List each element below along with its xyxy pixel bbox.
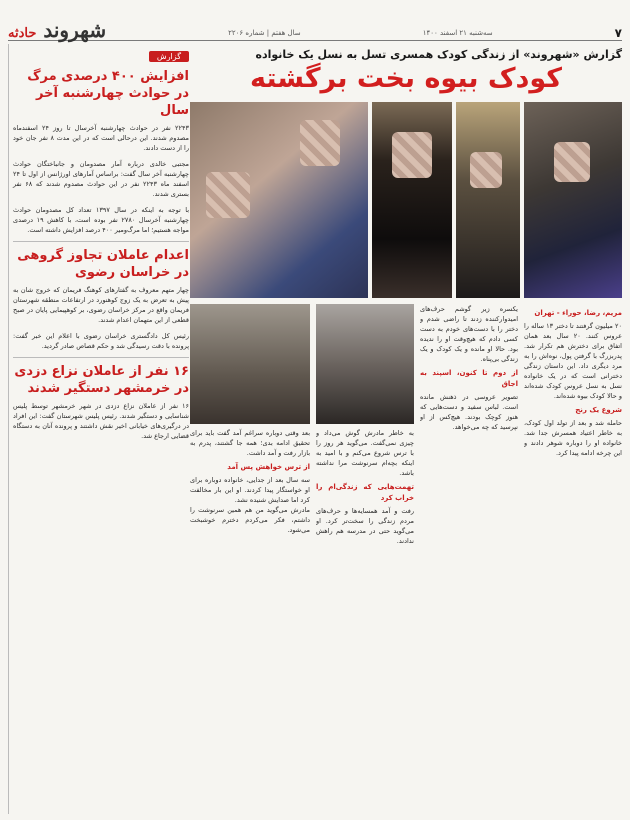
col1-sub-2: شروع یک رنج <box>575 406 622 415</box>
col3-sub-1: تهمت‌هایی که زندگی‌ام را خراب کرد <box>316 483 414 503</box>
photo-child-crib <box>316 304 414 424</box>
sidebar-text-2: مجتبی خالدی درباره آمار مصدومان و جانباختگان حوادث چهارشنبه آخر سال گفت: براساس آمارهای اورژانس از اول تا ۲۴ اسفند ماه ۲۲۴۳ نفر در این حوادث مصدوم شدند که ۶۸ نفر بستری شدند. <box>13 159 189 199</box>
issue-line: سال هفتم | شماره ۲۲۰۶ <box>228 29 301 37</box>
sidebar-text-1: ۲۲۴۳ نفر در حوادث چهارشنبه آخرسال تا روز ۲۴ اسفندماه مصدوم شدند. این درحالی است که در این مدت ۸ نفر جان خود را از دست دادند. <box>13 123 189 152</box>
col3-text-1: به خاطر مادرش گوش می‌داد و چیزی نمی‌گفت. می‌گوید هر روز را با ترس شروع می‌کنم و با امید به اینکه بچه‌ام سرنوشت مرا نداشته باشد. <box>316 429 414 478</box>
col1-sub-1: مریم، رضا، حوراء - تهران <box>534 309 622 317</box>
col2-text-1: یکسره زیر گوشم حرف‌های امیدوارکننده زدند تا راضی شدم و دختر را با دست‌های خودم به دست کسی دادم که هیچ‌وقت او را ندیده بود. حالا او مانده و یک کودک و یک زندگی بی‌پناه. <box>420 305 518 364</box>
col1-text-1: ۲۰ میلیون گرفتند تا دختر ۱۳ ساله را عروس کنند. ۲۰ سال بعد همان اتفاق برای دخترش هم تکرار شد. پدربزرگ با گرفتن پول، نوه‌اش را به مرد دیگری داد. این داستان زندگی دخترانی است که در یک خانواده نسل به نسل عروس کودک شده‌اند و حالا کودک بیوه شده‌اند. <box>524 321 622 401</box>
page-number: ۷ <box>614 26 622 40</box>
photo-person-doorway <box>456 102 520 298</box>
col4-sub-1: از ترس خواهش پس آمد <box>227 463 310 472</box>
main-story <box>190 44 622 814</box>
col4-text-3: مادرش می‌گوید من هم همین سرنوشت را داشتم، فکر می‌کردم دخترم خوشبخت می‌شود. <box>190 506 310 535</box>
col4-text-1: بعد وقتی دوباره سراغم آمد گفت باید برای تحقیق ادامه بدی؛ همه جا گشتند، پدرم به بازار رفت و آمد داشت. <box>190 429 310 458</box>
sidebar <box>8 44 189 814</box>
sidebar-headline-1: افزایش ۴۰۰ درصدی مرگ در حوادث چهارشنبه آخر سال <box>27 69 189 118</box>
column-2 <box>420 304 518 814</box>
sidebar-headline-2: اعدام عاملان تجاوز گروهی در خراسان رضوی <box>17 248 189 281</box>
photo-room <box>190 304 310 424</box>
column-1 <box>524 304 622 814</box>
col2-sub-1: از دوم تا کنون، اسپند به اجاق <box>420 369 518 389</box>
logo-main: شهروند <box>43 18 107 42</box>
photo-strip <box>190 102 622 298</box>
photo-child-bed <box>524 102 622 298</box>
sidebar-text-4: چهار متهم معروف به گفتارهای کوهنگ فریمان که خروج شان به پیش به تعرض به یک زوج کوهنورد در ارتفاعات منطقه شهرستان فریمان واقع در مرکز خراسان رضوی، بر کوهپیمایی پایان در صبح قطعی از این متهمان اعدام شدند. <box>13 286 189 325</box>
col3-text-2: رفت و آمد همسایه‌ها و حرف‌های مردم زندگی را سخت‌تر کرد. او می‌گوید حتی در مدرسه هم راهش ندادند. <box>316 507 414 546</box>
photo-woman-chador <box>372 102 452 298</box>
sidebar-text-6: ۱۶ نفر از عاملان نزاع دزدی در شهر خرمشهر توسط پلیس شناسایی و دستگیر شدند. رئیس پلیس شهرستان گفت: این افراد در درگیری‌های خیابانی اخیر نقش داشتند و پرونده آنان به دستگاه قضایی ارجاع شد. <box>13 402 189 441</box>
col1-text-2: حامله شد و بعد از تولد اول کودک، به خاطر اعتیاد همسرش جدا شد. خانواده او را دوباره شوهر دادند و این چرخه ادامه پیدا کرد. <box>524 419 622 458</box>
sidebar-text-5: رئیس کل دادگستری خراسان رضوی با اعلام این خبر گفت: پرونده با دقت رسیدگی شد و حکم قصاص صادر گردید. <box>13 332 189 351</box>
divider <box>13 241 189 242</box>
photo-women-sofa <box>190 102 368 298</box>
page-header <box>8 10 622 41</box>
date-line: سه‌شنبه ۲۱ اسفند ۱۴۰۰ <box>422 29 493 37</box>
newspaper-logo <box>8 20 106 40</box>
section-tag: گزارش <box>149 51 189 62</box>
story-kicker: گزارش «شهروند» از زندگی کودک همسری تسل به نسل یک خانواده <box>255 48 622 61</box>
column-3 <box>316 304 414 814</box>
col4-text-2: سه سال بعد از جدایی، خانواده دوباره برای او خواستگار پیدا کردند. او این بار مخالفت کرد اما صدایش شنیده نشد. <box>190 476 310 505</box>
sidebar-headline-3: ۱۶ نفر از عاملان نزاع دزدی در خرمشهر دستگیر شدند <box>14 364 189 397</box>
story-headline: کودک بیوه بخت برگشته <box>249 63 563 94</box>
divider <box>13 357 189 358</box>
logo-sub: حادثه <box>8 26 37 41</box>
column-4 <box>190 304 310 814</box>
col2-text-2: تصویر عروسی در ذهنش مانده است. لباس سفید و دست‌هایی که هنوز کوچک بودند. هیچ‌کس از او نپرسید که چه می‌خواهد. <box>420 393 518 432</box>
sidebar-text-3: با توجه به اینکه در سال ۱۳۹۷ تعداد کل مصدومان حوادث چهارشنبه آخرسال ۲۷۸۰ نفر بوده است، با کاهش ۱۹ درصدی مواجه هستیم؛ اما مرگ‌ومیر ۴۰۰ درصد افزایش داشته است. <box>13 206 189 235</box>
